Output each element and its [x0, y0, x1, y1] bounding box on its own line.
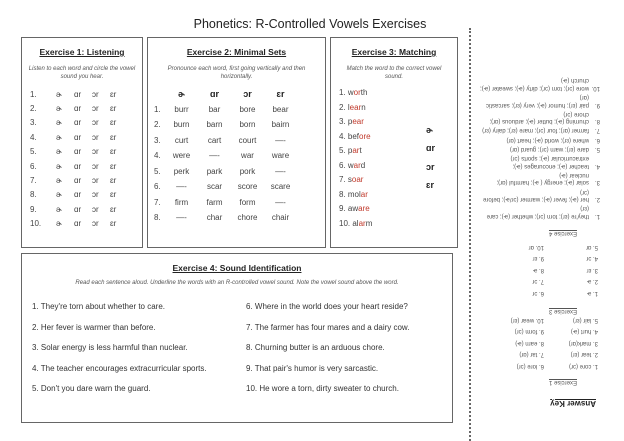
word-cell: bore	[239, 104, 256, 114]
sound-choice[interactable]: ɔr	[92, 219, 99, 229]
word-cell: —-	[209, 151, 220, 161]
sound-choice[interactable]: ɔr	[92, 118, 99, 128]
exercise-1-heading: Exercise 1: Listening	[39, 47, 125, 57]
sound-choice[interactable]: ɚ	[56, 204, 62, 214]
sound-choice[interactable]: ɚ	[56, 89, 62, 99]
answer-key-ex3-item: 3. ɛr	[586, 266, 598, 273]
word-cell: chair	[271, 213, 290, 223]
exercise-2-row	[148, 133, 325, 149]
matching-word	[331, 188, 457, 203]
exercise-2-row	[148, 164, 325, 180]
answer-key-ex1-item: 2. tear (ɛr)	[570, 351, 598, 358]
item-number: 1.	[594, 213, 600, 219]
item-number: 10.	[30, 219, 42, 229]
sound-choice[interactable]: ɑr	[74, 204, 82, 214]
sound-choice[interactable]: ɛr	[110, 147, 117, 157]
word-cell: burn	[173, 120, 190, 130]
exercise-1-row	[22, 145, 142, 159]
word-cell: —-	[275, 166, 286, 176]
matching-word	[331, 202, 457, 217]
sound-choice[interactable]: ɛr	[110, 204, 117, 214]
answer-key-ex3-item: 5. ɑr	[585, 243, 598, 250]
r-controlled-part: ore	[359, 131, 371, 141]
sentence: 4. The teacher encourages extracurricular sports.	[32, 363, 207, 373]
answer-key-ex4-item	[478, 126, 600, 134]
word-cell: —-	[275, 197, 286, 207]
sentence: 10. He wore a torn, dirty sweater to church.	[246, 384, 399, 393]
r-controlled-part: are	[358, 204, 370, 213]
sound-choice[interactable]: ɑr	[74, 219, 82, 229]
sound-choice[interactable]: ɔr	[92, 89, 99, 99]
item-number: 5.	[154, 166, 161, 176]
sound-choice[interactable]: ɑr	[74, 104, 82, 114]
answer-text: churning (ɚ); butter (ɚ); arduous (ɑr); chore (ɔr)	[489, 110, 589, 125]
sound-choice[interactable]: ɚ	[56, 147, 62, 157]
sound-choice[interactable]: ɛr	[110, 161, 117, 171]
exercise-2-table	[148, 102, 325, 226]
exercise-1-row	[22, 173, 142, 187]
word-prefix: 3. p	[339, 117, 353, 126]
word-cell: court	[238, 135, 257, 145]
answer-key-ex1-label: Exercise 1	[548, 379, 577, 385]
matching-word	[331, 144, 457, 159]
sound-choice[interactable]: ɔr	[92, 176, 99, 186]
word-prefix: 4. bef	[339, 131, 360, 141]
exercise-3-instructions: Match the word to the correct vowel sound.	[346, 66, 442, 80]
word-cell: scare	[270, 182, 291, 192]
sound-option: ɔr	[426, 162, 435, 172]
item-number: 2.	[154, 120, 161, 130]
word-cell: char	[206, 213, 223, 223]
word-cell: barn	[206, 120, 223, 130]
word-suffix: d	[360, 160, 366, 170]
sound-choice[interactable]: ɑr	[74, 161, 82, 171]
item-number: 4.	[30, 132, 37, 142]
exercise-1-row	[22, 87, 142, 101]
answer-text: wore (ɔr); torn (ɔr); dirty (ɚ); sweater (ɚ); church (ɚ)	[480, 77, 589, 91]
item-number: 3.	[594, 179, 600, 186]
sound-choice[interactable]: ɔr	[92, 104, 99, 114]
exercise-2-row	[148, 148, 325, 164]
item-number: 5.	[594, 145, 600, 152]
r-controlled-part: oar	[351, 175, 364, 184]
sound-choice[interactable]: ɑr	[74, 190, 82, 200]
sound-choice[interactable]: ɔr	[92, 204, 99, 214]
item-number: 2.	[30, 104, 37, 114]
word-cell: chore	[237, 213, 258, 223]
answer-key-ex3-label: Exercise 3	[548, 308, 577, 314]
sentence: 9. That pair's humor is very sarcastic.	[246, 363, 379, 373]
answer-key-ex4-list	[478, 74, 600, 219]
sound-choice[interactable]: ɚ	[56, 161, 62, 171]
r-controlled-part: ar	[358, 218, 366, 228]
answer-key-ex1-item: 6. lore (ɔr)	[516, 363, 544, 369]
answer-key-ex4-item	[478, 170, 600, 185]
item-number: 2.	[594, 196, 600, 203]
r-controlled-part: ar	[352, 146, 360, 155]
exercise-1-row	[22, 130, 142, 144]
matching-word	[331, 115, 457, 130]
word-prefix: 6. w	[339, 160, 354, 170]
answer-text: dare (ɛr); warn (ɔr); guard (ɑr)	[509, 145, 589, 152]
exercise-2-row	[148, 179, 325, 195]
sound-option: ɑr	[426, 143, 435, 153]
column-header: ɔr	[243, 88, 252, 99]
column-header: ɚ	[177, 88, 186, 99]
item-number: 6.	[30, 161, 37, 171]
exercise-3-word-list	[331, 86, 457, 231]
answer-key-ex1-item: 5. lair (ɛr)	[572, 316, 598, 323]
sound-choice[interactable]: ɛr	[110, 190, 117, 200]
sentence: 8. Churning butter is an arduous chore.	[246, 343, 385, 352]
word-cell: bar	[208, 104, 221, 114]
exercise-4-heading: Exercise 4: Sound Identification	[172, 263, 302, 273]
answer-key-ex4-item	[478, 204, 600, 219]
answer-key-ex4-item	[478, 144, 600, 152]
sentence: 7. The farmer has four mares and a dairy cow.	[246, 322, 410, 332]
answer-key-ex3-item: 10. ɑr	[528, 243, 544, 250]
word-cell: burr	[174, 104, 189, 114]
answer-key-panel	[474, 0, 624, 441]
word-prefix: 1. w	[339, 88, 354, 97]
sound-choice[interactable]: ɛr	[110, 118, 117, 128]
exercise-3-heading: Exercise 3: Matching	[351, 47, 437, 57]
r-controlled-part: ear	[349, 102, 362, 112]
sound-choice[interactable]: ɔr	[92, 190, 99, 200]
word-cell: war	[241, 151, 254, 161]
sentence: 1. They're torn about whether to care.	[32, 302, 166, 311]
word-cell: ware	[271, 151, 290, 161]
exercise-1-row	[22, 101, 142, 115]
answer-key-ex3-item: 7. ɔr	[532, 278, 544, 285]
word-cell: pork	[239, 166, 256, 176]
answer-key-ex4-item	[478, 153, 600, 168]
sound-choice[interactable]: ɚ	[56, 190, 62, 200]
item-number: 8.	[30, 190, 37, 200]
exercise-1-list	[22, 87, 142, 231]
exercise-1-row	[22, 202, 142, 216]
r-controlled-part: ar	[353, 160, 361, 170]
item-number: 9.	[594, 101, 600, 108]
word-cell: bairn	[271, 120, 290, 130]
item-number: 1.	[154, 104, 161, 114]
sound-choice[interactable]: ɑr	[74, 132, 82, 142]
exercise-1-instructions: Listen to each word and circle the vowel sound you hear.	[28, 66, 136, 80]
word-cell: park	[206, 166, 223, 176]
answer-text: where (ɛr); world (ɚ); heart (ɑr)	[506, 136, 589, 143]
answer-key-ex1-item: 1. core (ɔr)	[568, 363, 598, 369]
sentence: 2. Her fever is warmer than before.	[32, 322, 156, 332]
word-cell: bear	[272, 104, 289, 114]
answer-key-ex3-item: 1. ɚ	[586, 290, 598, 296]
matching-word	[331, 217, 457, 232]
answer-text: pair (ɛr); humor (ɚ); very (ɛr); sarcastic (ɑr)	[486, 93, 589, 108]
word-suffix: th	[360, 88, 368, 97]
answer-key-title: Answer Key	[550, 399, 596, 408]
sentence: 3. Solar energy is less harmful than nuclear.	[32, 343, 188, 352]
answer-text: farmer (ɑr); four (ɔr); mare (ɛr); dairy (ɛr)	[482, 127, 589, 134]
word-suffix: m	[365, 218, 373, 228]
sound-choice[interactable]: ɑr	[74, 118, 82, 128]
r-controlled-part: or	[353, 88, 361, 97]
exercise-2-header-row	[148, 86, 325, 102]
sound-choice[interactable]: ɔr	[92, 147, 99, 157]
matching-word	[331, 159, 457, 174]
item-number: 7.	[30, 176, 37, 186]
answer-key-ex3-item: 8. ɚ	[532, 266, 544, 273]
sentence: 6. Where in the world does your heart reside?	[246, 302, 408, 311]
item-number: 3.	[154, 135, 161, 145]
word-prefix: 8. mol	[339, 189, 361, 199]
exercise-2-row	[148, 195, 325, 211]
exercise-2-row	[148, 117, 325, 133]
cut-line-divider	[469, 28, 471, 441]
item-number: 7.	[154, 197, 161, 207]
exercise-1-row	[22, 217, 142, 231]
word-cell: born	[239, 120, 256, 130]
item-number: 7.	[594, 127, 600, 134]
exercise-1-row	[22, 188, 142, 202]
item-number: 1.	[30, 89, 37, 99]
exercise-2-heading: Exercise 2: Minimal Sets	[186, 47, 287, 57]
word-cell: farm	[206, 197, 223, 207]
answer-key-ex4-item	[478, 109, 600, 124]
word-cell: form	[239, 197, 256, 207]
sound-option: ɛr	[426, 180, 434, 190]
answer-text: solar (ɚ); energy ( ɚ); harmful (ɑr); nuclear (ɚ)	[496, 171, 589, 186]
word-cell: curt	[174, 135, 189, 145]
exercise-3-box	[330, 37, 458, 248]
exercise-1-box	[21, 37, 143, 248]
word-prefix: 9. aw	[339, 204, 359, 213]
answer-key-ex3-item: 6. ɔr	[532, 290, 544, 296]
answer-text: her (ɚ); fever (ɚ); warmer (ɔr/ɚ); before (ɔr)	[483, 188, 589, 203]
word-cell: cart	[207, 135, 222, 145]
item-number: 8.	[594, 118, 600, 125]
matching-word	[331, 130, 457, 145]
sound-choice[interactable]: ɛr	[110, 132, 117, 142]
answer-key-ex1-item: 8. earn (ɚ)	[515, 339, 544, 346]
word-prefix: 5. p	[339, 146, 353, 155]
exercise-2-instructions: Pronounce each word, first going vertically and then horizontally.	[167, 66, 306, 80]
matching-word	[331, 101, 457, 116]
answer-key-ex3-item: 9. ɛr	[532, 255, 544, 262]
sound-option: ɚ	[426, 125, 434, 135]
word-prefix: 7. s	[339, 175, 352, 184]
word-prefix: 10. al	[339, 218, 359, 228]
answer-key-ex4-label: Exercise 4	[548, 230, 577, 236]
word-cell: perk	[173, 166, 190, 176]
column-header: ɑr	[210, 88, 219, 99]
answer-key-ex4-item	[478, 187, 600, 202]
sound-choice[interactable]: ɚ	[56, 176, 62, 186]
word-cell: firm	[174, 197, 189, 207]
word-prefix: 2. l	[339, 102, 350, 112]
column-header: ɛr	[276, 88, 285, 99]
exercise-1-row	[22, 159, 142, 173]
matching-word	[331, 86, 457, 101]
item-number: 3.	[30, 118, 37, 128]
sound-choice[interactable]: ɚ	[56, 118, 62, 128]
item-number: 8.	[154, 213, 161, 223]
item-number: 10.	[591, 84, 600, 91]
matching-word	[331, 173, 457, 188]
answer-key-ex1-item: 3. mark(ɑr)	[568, 339, 598, 346]
sound-choice[interactable]: ɔr	[92, 132, 99, 142]
answer-key-ex3-item: 4. ɔr	[586, 255, 598, 262]
sound-choice[interactable]: ɑr	[74, 176, 82, 186]
r-controlled-part: ar	[360, 189, 368, 199]
word-cell: were	[172, 151, 191, 161]
sound-choice[interactable]: ɛr	[110, 89, 117, 99]
item-number: 9.	[30, 204, 37, 214]
answer-key-ex4-item	[478, 92, 600, 107]
sound-choice[interactable]: ɚ	[56, 132, 62, 142]
answer-key-ex4-item	[478, 76, 600, 91]
word-cell: —-	[176, 182, 187, 192]
exercise-2-box	[147, 37, 326, 248]
exercise-4-instructions: Read each sentence aloud. Underline the words with an R-controlled vowel sound. Note the vowel sound above the word.	[75, 280, 399, 286]
item-number: 6.	[594, 136, 600, 143]
sound-choice[interactable]: ɛr	[110, 219, 117, 229]
exercise-2-row	[148, 210, 325, 226]
sound-choice[interactable]: ɔr	[92, 161, 99, 171]
exercise-1-row	[22, 116, 142, 130]
sound-choice[interactable]: ɛr	[110, 104, 117, 114]
word-cell: —-	[176, 213, 187, 223]
page-title: Phonetics: R-Controlled Vowels Exercises	[193, 17, 427, 31]
answer-key-ex1-item: 10. wear (ɛr)	[510, 316, 544, 323]
answer-key-ex1-item: 7. tar (ɑr)	[519, 351, 544, 358]
item-number: 5.	[30, 147, 37, 157]
sound-choice[interactable]: ɑr	[74, 147, 82, 157]
answer-text: teacher (ɚ); encourages (ɚ); extracurricular (ɚ); sports (ɔr)	[510, 155, 589, 169]
sound-choice[interactable]: ɑr	[74, 89, 82, 99]
word-cell: —-	[275, 135, 286, 145]
item-number: 4.	[594, 162, 600, 169]
answer-key-ex3-item: 2. ɚ	[586, 278, 598, 285]
item-number: 4.	[154, 151, 161, 161]
sound-choice[interactable]: ɚ	[56, 219, 62, 229]
sentence: 5. Don't you dare warn the guard.	[32, 384, 151, 393]
sound-choice[interactable]: ɚ	[56, 104, 62, 114]
word-suffix: t	[359, 146, 362, 155]
answer-key-ex4-item	[478, 135, 600, 143]
sound-choice[interactable]: ɛr	[110, 176, 117, 186]
word-cell: score	[237, 182, 258, 192]
r-controlled-part: ear	[352, 117, 364, 126]
exercise-2-row	[148, 102, 325, 118]
word-suffix: n	[361, 102, 366, 112]
answer-text: they're (ɛr); torn (ɔr); whether (ɚ); care (ɛr)	[486, 205, 589, 219]
word-cell: scar	[206, 182, 223, 192]
answer-key-ex1-item: 9. form (ɔr)	[514, 328, 544, 335]
exercise-4-box	[21, 253, 453, 423]
answer-key-ex1-item: 4. hurt (ɚ)	[570, 328, 598, 335]
item-number: 6.	[154, 182, 161, 192]
